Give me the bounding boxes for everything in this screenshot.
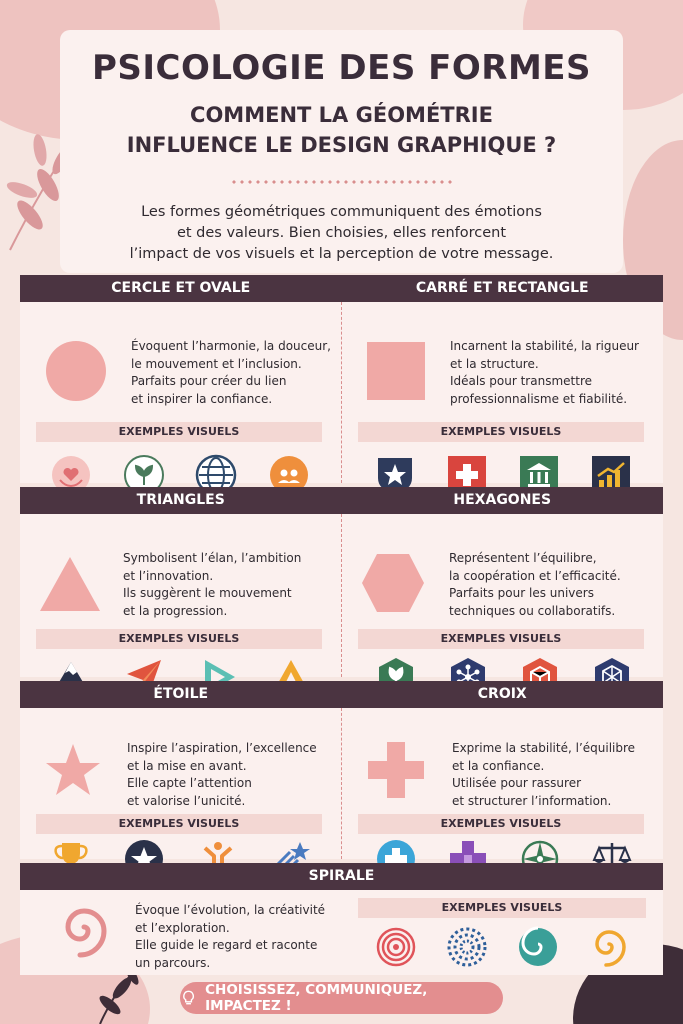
section-title-triangles: TRIANGLES — [136, 492, 225, 508]
panel-header — [20, 681, 663, 708]
panel-header — [20, 863, 663, 890]
section-spirale — [20, 890, 663, 975]
triangle-shape-icon — [40, 557, 100, 611]
description-line: Exprime la stabilité, l’équilibre — [452, 741, 636, 755]
section-description — [123, 550, 301, 620]
description-line: Elle capte l’attention — [127, 776, 252, 790]
subtitle-line: COMMENT LA GÉOMÉTRIE — [190, 103, 493, 127]
subtitle-line: INFLUENCE LE DESIGN GRAPHIQUE ? — [126, 133, 557, 157]
description-line: techniques ou collaboratifs. — [449, 603, 616, 618]
section-hexagones — [342, 514, 663, 677]
description-line: et l’exploration. — [135, 920, 230, 935]
page-title: PSICOLOGIE DES FORMES — [91, 48, 592, 88]
description-line: Ils suggèrent le mouvement — [123, 586, 292, 600]
description-line: Elle guide le regard et raconte — [135, 938, 318, 952]
section-title-croix: CROIX — [477, 686, 527, 702]
section-title-carre: CARRÉ ET RECTANGLE — [415, 280, 589, 296]
square-shape-icon — [367, 342, 425, 400]
panel-header — [20, 275, 663, 302]
section-description — [135, 902, 325, 972]
panel-spirale — [20, 863, 663, 975]
lightbulb-icon — [180, 989, 197, 1007]
examples-icons — [375, 926, 630, 968]
description-line: Inspire l’aspiration, l’excellence — [127, 741, 317, 755]
dotted-divider — [230, 180, 453, 184]
section-etoile — [20, 708, 341, 859]
section-title-etoile: ÉTOILE — [153, 686, 209, 702]
description-line: la coopération et l’efficacité. — [449, 568, 621, 583]
examples-label: EXEMPLES VISUELS — [358, 898, 646, 918]
section-title-cercle: CERCLE ET OVALE — [111, 280, 251, 296]
description-line: et structurer l’information. — [452, 793, 612, 808]
spiral-shape-icon — [55, 902, 113, 960]
section-description — [127, 740, 317, 810]
description-line: et inspirer la confiance. — [131, 391, 273, 406]
panel-triangles-hexagones — [20, 487, 663, 677]
cross-shape-icon — [368, 742, 424, 798]
panel-header — [20, 487, 663, 514]
spiral-circles-icon — [375, 926, 417, 968]
spiral-dots-icon — [446, 926, 488, 968]
description-line: Évoquent l’harmonie, la douceur, — [131, 339, 331, 353]
panel-body — [20, 514, 663, 677]
section-carre — [342, 302, 663, 483]
circle-shape-icon — [45, 340, 107, 402]
section-title-spirale: SPIRALE — [308, 868, 375, 884]
examples-label: EXEMPLES VISUELS — [358, 629, 644, 649]
panel-cercle-carre — [20, 275, 663, 483]
description-line: et la confiance. — [452, 758, 545, 773]
section-description — [449, 550, 621, 620]
header-card — [60, 30, 623, 273]
swirl-icon — [517, 926, 559, 968]
spiral-orange-icon — [588, 926, 630, 968]
description-line: le mouvement et l’inclusion. — [131, 356, 302, 371]
cta-button[interactable] — [180, 982, 503, 1014]
section-cercle — [20, 302, 341, 483]
description-line: Idéals pour transmettre — [450, 374, 592, 388]
section-description — [131, 338, 331, 408]
description-line: Incarnent la stabilité, la rigueur — [450, 339, 639, 353]
description-line: et valorise l’unicité. — [127, 793, 246, 808]
description-line: et l’innovation. — [123, 568, 214, 583]
panel-body — [20, 302, 663, 483]
section-description — [450, 338, 639, 408]
description-line: Parfaits pour les univers — [449, 586, 594, 600]
description-line: et la structure. — [450, 356, 539, 371]
section-title-hexagones: HEXAGONES — [453, 492, 552, 508]
star-shape-icon — [45, 742, 101, 798]
description-line: et la mise en avant. — [127, 758, 247, 773]
page-subtitle — [60, 100, 623, 160]
description-line: Utilisée pour rassurer — [452, 776, 582, 790]
description-line: Parfaits pour créer du lien — [131, 374, 287, 388]
hexagon-shape-icon — [362, 554, 424, 612]
examples-label: EXEMPLES VISUELS — [36, 814, 322, 834]
description-line: Représentent l’équilibre, — [449, 551, 597, 565]
description-line: Symbolisent l’élan, l’ambition — [123, 551, 302, 565]
description-line: et la progression. — [123, 603, 228, 618]
description-line: professionnalisme et fiabilité. — [450, 391, 628, 406]
examples-label: EXEMPLES VISUELS — [36, 629, 322, 649]
panel-body — [20, 708, 663, 859]
section-description — [452, 740, 635, 810]
section-triangles — [20, 514, 341, 677]
description-line: un parcours. — [135, 955, 211, 970]
description-line: Évoque l’évolution, la créativité — [135, 903, 326, 917]
intro-line: l’impact de vos visuels et la perception de votre message. — [129, 246, 554, 262]
panel-etoile-croix — [20, 681, 663, 859]
cta-label: CHOISISSEZ, COMMUNIQUEZ, IMPACTEZ ! — [205, 982, 428, 1014]
intro-line: Les formes géométriques communiquent des émotions — [141, 204, 542, 220]
section-croix — [342, 708, 663, 859]
examples-label: EXEMPLES VISUELS — [358, 422, 644, 442]
examples-label: EXEMPLES VISUELS — [36, 422, 322, 442]
examples-label: EXEMPLES VISUELS — [358, 814, 644, 834]
intro-text — [90, 202, 593, 265]
intro-line: et des valeurs. Bien choisies, elles renforcent — [176, 225, 507, 241]
